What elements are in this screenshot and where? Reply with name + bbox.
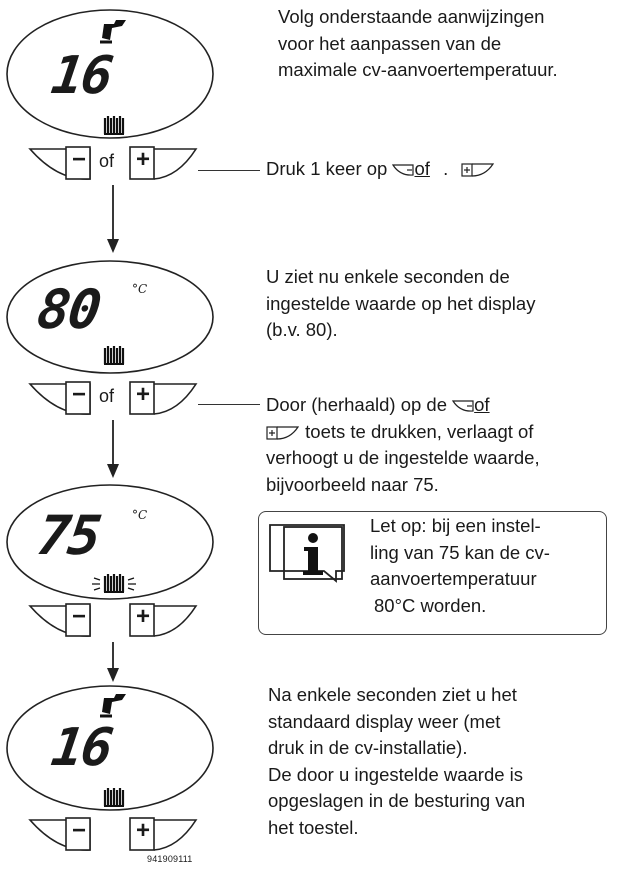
step-4-text xyxy=(268,682,618,841)
plus-button[interactable]: + xyxy=(135,381,150,408)
display-2-value: 80 xyxy=(33,278,104,341)
text-line: 80°C worden. xyxy=(374,594,487,616)
arrow-down-icon xyxy=(106,642,120,684)
tap-icon xyxy=(100,20,126,42)
step-1-text xyxy=(266,156,606,183)
minus-inline-icon xyxy=(392,163,414,177)
of-label: of xyxy=(99,151,115,171)
text-line: Volg onderstaande aanwijzingen xyxy=(278,6,545,27)
text-line: verhoogt u de ingestelde waarde, xyxy=(266,447,540,468)
step-2-text xyxy=(266,264,616,344)
inline-of: of xyxy=(474,394,490,415)
step-3-text xyxy=(266,392,616,498)
radiator-icon xyxy=(104,116,124,134)
plus-inline-icon xyxy=(266,425,300,441)
display-4-value: 16 xyxy=(47,718,115,778)
text-line: Druk 1 keer op xyxy=(266,158,388,179)
info-text xyxy=(370,513,600,619)
text-line: standaard display weer (met xyxy=(268,710,501,732)
text-line: het toestel. xyxy=(268,816,359,838)
display-4 xyxy=(4,682,216,814)
text-line: bijvoorbeeld naar 75. xyxy=(266,473,439,495)
minus-button[interactable]: − xyxy=(71,146,86,173)
display-2-unit: °C xyxy=(132,282,148,296)
info-icon xyxy=(268,523,354,583)
text-line: toets te drukken, verlaagt of xyxy=(305,420,534,442)
display-1-value: 16 xyxy=(47,46,115,106)
arrow-down-icon xyxy=(106,185,120,255)
text-line: ling van 75 kan de cv- xyxy=(370,541,550,563)
figure-code: 941909111 xyxy=(147,854,193,864)
button-row-2 xyxy=(28,378,198,418)
radiator-icon xyxy=(104,788,124,806)
display-2 xyxy=(4,258,216,376)
plus-inline-icon xyxy=(461,162,495,178)
text-line: maximale cv-aanvoertemperatuur. xyxy=(278,59,558,80)
minus-inline-icon xyxy=(452,399,474,413)
text-line: Let op: bij een instel- xyxy=(370,515,541,536)
of-label: of xyxy=(99,386,115,406)
text-line: U ziet nu enkele seconden de xyxy=(266,266,510,287)
plus-button[interactable]: + xyxy=(135,603,150,630)
text-line: Na enkele seconden ziet u het xyxy=(268,684,517,705)
plus-button[interactable]: + xyxy=(135,146,150,173)
button-row-3 xyxy=(28,600,198,640)
display-3 xyxy=(4,482,216,602)
display-3-value: 75 xyxy=(33,504,104,567)
button-row-1 xyxy=(28,143,198,183)
tap-icon xyxy=(100,694,126,716)
display-3-unit: °C xyxy=(132,508,148,522)
text-line: voor het aanpassen van de xyxy=(278,32,502,54)
display-1 xyxy=(4,6,216,142)
intro-text xyxy=(278,4,618,84)
leader-line xyxy=(198,170,260,171)
inline-dot: . xyxy=(443,158,449,179)
button-row-4 xyxy=(28,814,198,854)
minus-button[interactable]: − xyxy=(71,381,86,408)
text-line: (b.v. 80). xyxy=(266,319,338,340)
text-line: druk in de cv-installatie). xyxy=(268,737,468,758)
text-line: De door u ingestelde waarde is xyxy=(268,763,524,785)
minus-button[interactable]: − xyxy=(71,817,86,844)
arrow-down-icon xyxy=(106,420,120,480)
minus-button[interactable]: − xyxy=(71,603,86,630)
text-line: ingestelde waarde op het display xyxy=(266,292,536,314)
plus-button[interactable]: + xyxy=(135,817,150,844)
inline-of: of xyxy=(414,158,430,179)
radiator-icon xyxy=(104,346,124,364)
text-line: opgeslagen in de besturing van xyxy=(268,790,526,811)
text-line: Door (herhaald) op de xyxy=(266,394,447,415)
text-line: aanvoertemperatuur xyxy=(370,568,537,589)
radiator-blinking-icon xyxy=(92,574,136,592)
leader-line xyxy=(198,404,260,405)
